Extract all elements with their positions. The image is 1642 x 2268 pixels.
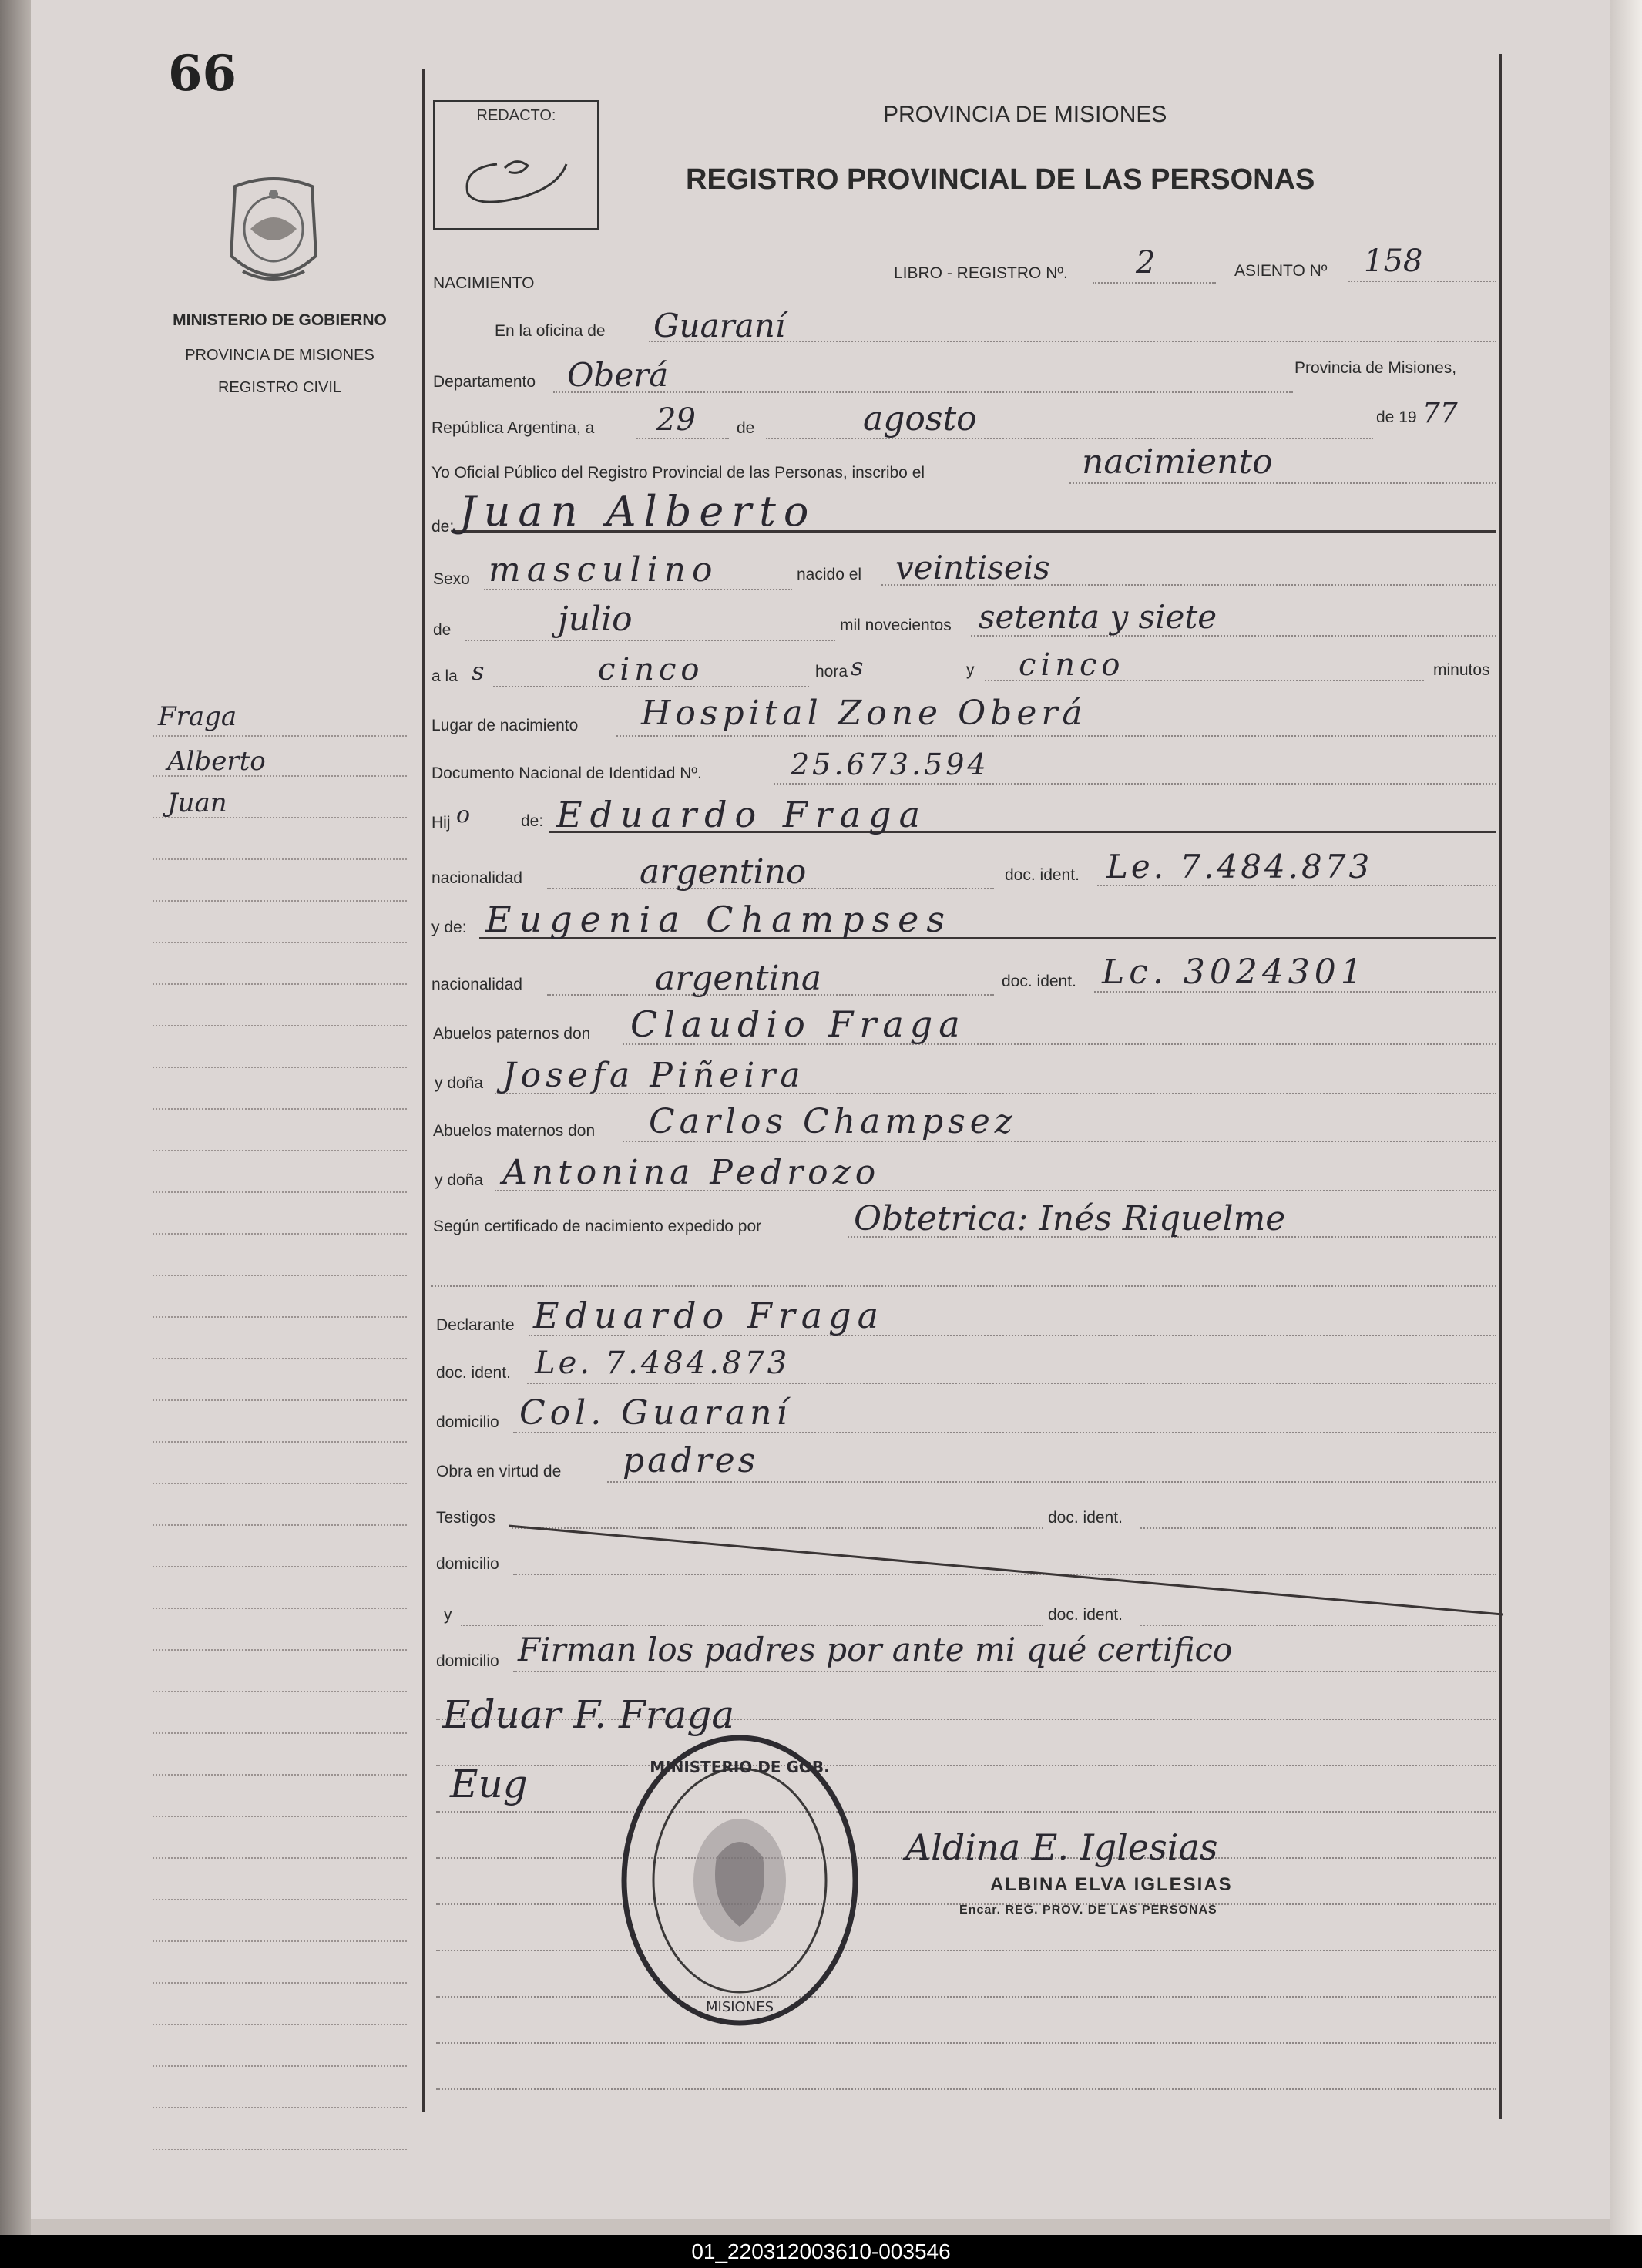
- value-certificado: Obtetrica: Inés Riquelme: [854, 1199, 1286, 1238]
- label-lugar: Lugar de nacimiento: [431, 717, 579, 734]
- redacto-label: REDACTO:: [476, 107, 556, 124]
- label-republica: República Argentina, a: [431, 419, 595, 437]
- margin-note-line: Juan: [167, 788, 227, 818]
- label-a-las: a la: [431, 667, 458, 685]
- value-horas: cinco: [598, 652, 704, 687]
- label-y-testigo: y: [444, 1606, 452, 1624]
- label-de-year: de 19: [1376, 408, 1417, 426]
- left-registry: REGISTRO CIVIL: [217, 379, 342, 396]
- value-dni: 25.673.594: [791, 748, 989, 781]
- margin-note-line: Alberto: [167, 746, 266, 777]
- label-documento: Documento Nacional de Identidad Nº.: [431, 764, 702, 782]
- label-domicilio-testigo-1: domicilio: [436, 1555, 499, 1573]
- value-nacionalidad-padre: argentino: [640, 852, 807, 892]
- value-anio: 77: [1422, 398, 1458, 429]
- label-asiento: ASIENTO Nº: [1234, 262, 1328, 280]
- label-provincia-misiones: Provincia de Misiones,: [1294, 359, 1457, 377]
- value-dia: 29: [656, 402, 696, 438]
- signature-parent-2: Eug: [450, 1762, 528, 1806]
- label-doc-padre: doc. ident.: [1005, 866, 1080, 884]
- value-madre: Eugenia Champses: [485, 899, 953, 940]
- form-right-border: [1499, 54, 1502, 2119]
- cancel-line: [509, 1518, 1503, 1618]
- left-province: PROVINCIA DE MISIONES: [185, 347, 374, 364]
- stamp-official-title: Encar. REG. PROV. DE LAS PERSONAS: [959, 1903, 1217, 1917]
- value-doc-madre: Lc. 3024301: [1102, 953, 1367, 992]
- value-abuelo-materno: Carlos Champsez: [649, 1102, 1017, 1141]
- book-binding: [0, 0, 31, 2235]
- redacto-initial-icon: [451, 133, 582, 218]
- ministry-name: MINISTERIO DE GOBIERNO: [173, 311, 387, 329]
- label-abuelos-maternos: Abuelos maternos don: [433, 1122, 596, 1140]
- page-number: 66: [168, 45, 237, 102]
- value-lugar: Hospital Zone Oberá: [641, 694, 1087, 733]
- value-oficina: Guaraní: [653, 307, 786, 344]
- label-departamento: Departamento: [433, 373, 536, 391]
- value-nombre: Juan Alberto: [459, 487, 817, 536]
- label-declarante: Declarante: [436, 1316, 515, 1334]
- label-y-dona-1: y doña: [435, 1074, 484, 1092]
- value-obra: padres: [623, 1441, 759, 1480]
- redacto-box: [433, 100, 599, 230]
- value-departamento: Oberá: [567, 356, 669, 394]
- label-y-de: y de:: [431, 919, 467, 936]
- label-oficina: En la oficina de: [495, 322, 606, 340]
- label-de-nombre: de:: [431, 518, 455, 536]
- label-de: de: [737, 419, 755, 437]
- label-doc-testigo-2: doc. ident.: [1048, 1606, 1123, 1624]
- margin-note-line: Fraga: [158, 701, 237, 732]
- value-declarante: Eduardo Fraga: [533, 1295, 885, 1336]
- official-seal-icon: [616, 1726, 863, 2034]
- value-horas-suffix: s: [851, 652, 864, 681]
- label-horas: hora: [815, 663, 848, 680]
- value-padre: Eduardo Fraga: [556, 794, 928, 835]
- value-mes-nac: julio: [558, 600, 633, 639]
- value-anio-nac: setenta y siete: [979, 598, 1217, 636]
- svg-text:MINISTERIO DE GOB.: MINISTERIO DE GOB.: [650, 1758, 830, 1776]
- label-nacionalidad-madre: nacionalidad: [431, 976, 522, 993]
- label-de-mes: de: [433, 621, 452, 639]
- label-segun-certificado: Según certificado de nacimiento expedido por: [433, 1218, 762, 1235]
- label-domicilio-testigo-2: domicilio: [436, 1652, 499, 1670]
- value-domicilio: Col. Guaraní: [519, 1393, 792, 1433]
- signature-official: Aldina E. Iglesias: [905, 1826, 1218, 1868]
- label-minutos: minutos: [1433, 661, 1490, 679]
- value-doc-declarante: Le. 7.484.873: [535, 1346, 791, 1381]
- value-hora-suffix: s: [472, 657, 485, 686]
- label-hijo: Hij: [431, 814, 451, 832]
- label-testigos: Testigos: [436, 1509, 496, 1527]
- label-nacimiento: NACIMIENTO: [433, 274, 535, 292]
- value-asiento: 158: [1364, 244, 1423, 279]
- label-yo-oficial: Yo Oficial Público del Registro Provincial de las Personas, inscribo el: [431, 464, 925, 482]
- header-title: REGISTRO PROVINCIAL DE LAS PERSONAS: [686, 163, 1315, 196]
- label-doc-madre: doc. ident.: [1002, 973, 1076, 990]
- label-domicilio-declarante: domicilio: [436, 1413, 499, 1431]
- page-edge: [1610, 0, 1642, 2235]
- value-nacido-el: veintiseis: [895, 549, 1050, 586]
- label-y: y: [966, 661, 975, 679]
- value-abuela-materna: Antonina Pedrozo: [502, 1153, 881, 1192]
- image-identifier: 01_220312003610-003546: [0, 2235, 1642, 2268]
- signature-parent-1: Eduar F. Fraga: [442, 1692, 735, 1737]
- value-abuelo-paterno: Claudio Fraga: [630, 1003, 966, 1045]
- value-abuela-paterna: Josefa Piñeira: [502, 1056, 805, 1095]
- label-hijo-de: de:: [521, 812, 544, 830]
- label-mil-novecientos: mil novecientos: [840, 617, 952, 634]
- label-doc-declarante: doc. ident.: [436, 1364, 511, 1382]
- header-province: PROVINCIA DE MISIONES: [883, 102, 1167, 127]
- form-left-border: [422, 69, 425, 2112]
- value-minutos: cinco: [1019, 647, 1125, 683]
- value-nacionalidad-madre: argentina: [655, 959, 822, 998]
- stamp-official-name: ALBINA ELVA IGLESIAS: [990, 1874, 1233, 1895]
- value-libro: 2: [1136, 245, 1156, 281]
- coat-of-arms-icon: [220, 171, 327, 294]
- label-sexo: Sexo: [433, 570, 470, 588]
- value-sexo: masculino: [489, 550, 719, 590]
- label-obra: Obra en virtud de: [436, 1463, 562, 1480]
- value-hijo-suffix: o: [456, 801, 471, 828]
- value-mes: agosto: [863, 399, 977, 438]
- label-nacionalidad-padre: nacionalidad: [431, 869, 522, 887]
- label-libro: LIBRO - REGISTRO Nº.: [894, 264, 1068, 282]
- label-doc-testigo-1: doc. ident.: [1048, 1509, 1123, 1527]
- label-nacido-el: nacido el: [797, 566, 862, 583]
- value-acto: nacimiento: [1082, 442, 1273, 482]
- value-doc-padre: Le. 7.484.873: [1106, 848, 1373, 885]
- svg-text:MISIONES: MISIONES: [705, 1999, 774, 2015]
- label-abuelos-paternos: Abuelos paternos don: [433, 1025, 591, 1043]
- value-nota-final: Firman los padres por ante mi qué certifico: [518, 1631, 1233, 1668]
- label-y-dona-2: y doña: [435, 1171, 484, 1189]
